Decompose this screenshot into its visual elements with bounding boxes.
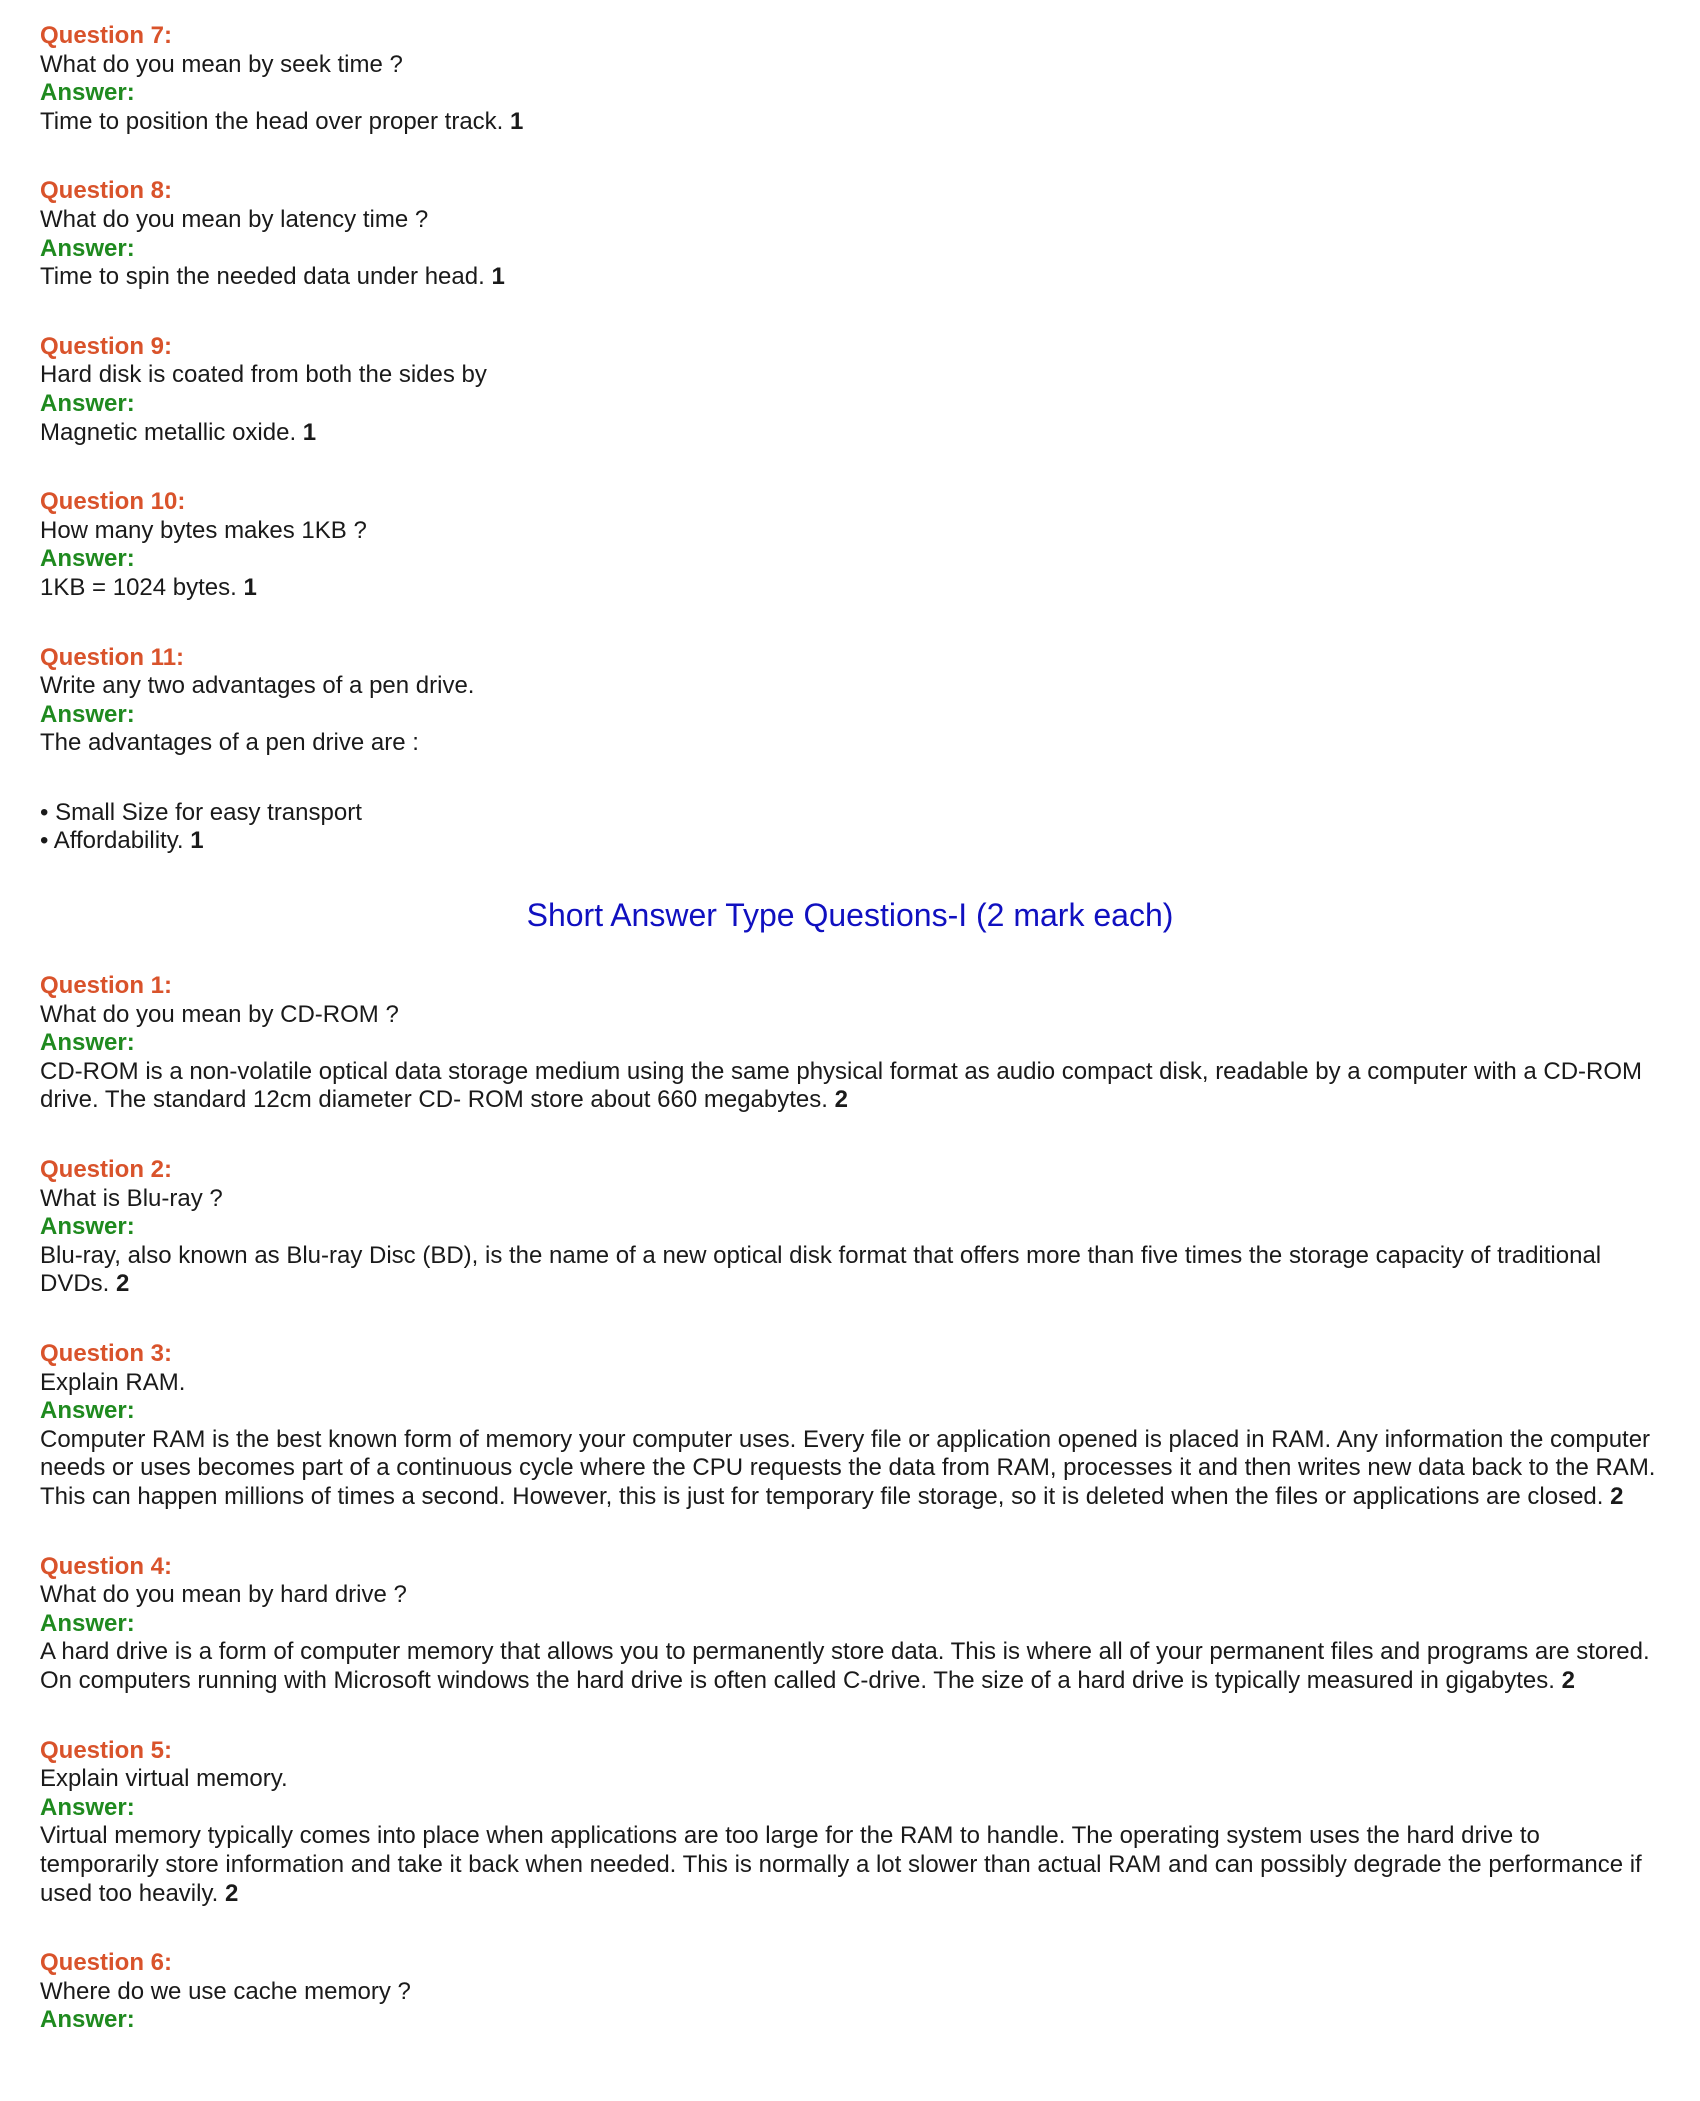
answer-text <box>40 574 1660 603</box>
question-label: Question 5: <box>40 1736 173 1764</box>
question-label: Question 7: <box>40 22 173 49</box>
answer-body: CD-ROM is a non-volatile optical data storage medium using the same physical format as audio compact disk, readable by a computer with a CD-ROM drive. The standard 12cm diameter CD- ROM store about 660 megabytes. <box>40 1057 1643 1114</box>
marks: 1 <box>190 827 204 855</box>
answer-body: 1KB = 1024 bytes. <box>40 573 237 601</box>
list-item-text: • Small Size for easy transport <box>40 798 362 826</box>
answer-label: Answer: <box>40 234 135 262</box>
question-text: Hard disk is coated from both the sides by <box>40 361 487 389</box>
question-label: Question 3: <box>40 1340 173 1367</box>
question-label: Question 4: <box>40 1552 173 1580</box>
list-item-text: • Affordability. <box>40 827 184 855</box>
qa-item-q10 <box>40 488 1660 602</box>
answer-label: Answer: <box>40 545 135 573</box>
marks: 2 <box>834 1086 848 1114</box>
qa-item-short-q1 <box>40 972 1660 1115</box>
answer-text <box>40 263 1660 292</box>
qa-item-q8 <box>40 177 1660 291</box>
marks: 1 <box>510 107 524 135</box>
question-label: Question 6: <box>40 1949 173 1977</box>
answer-text <box>40 1058 1660 1115</box>
answer-label: Answer: <box>40 1029 135 1057</box>
answer-label: Answer: <box>40 1793 135 1821</box>
qa-item-short-q5 <box>40 1737 1660 1909</box>
question-text: What do you mean by hard drive ? <box>40 1581 407 1609</box>
marks: 1 <box>243 573 257 601</box>
question-label: Question 9: <box>40 332 173 360</box>
list-item <box>40 827 1660 856</box>
answer-text <box>40 1426 1660 1512</box>
answer-body: A hard drive is a form of computer memory that allows you to permanently store data. This is where all of your permanent files and programs are stored. On computers running with Microsoft windows the hard drive is often called C-drive. The size of a hard drive is typically measured in gigabytes. <box>40 1638 1650 1694</box>
question-text: Write any two advantages of a pen drive. <box>40 672 475 700</box>
question-text: What do you mean by CD-ROM ? <box>40 1000 399 1028</box>
question-label: Question 1: <box>40 972 173 1000</box>
answer-text <box>40 419 1660 448</box>
answer-text: The advantages of a pen drive are : <box>40 729 419 757</box>
answer-text <box>40 1822 1660 1908</box>
question-text: Explain virtual memory. <box>40 1765 288 1793</box>
answer-body: Blu-ray, also known as Blu-ray Disc (BD), is the name of a new optical disk format that offers more than five times the storage capacity of traditional DVDs. <box>40 1241 1602 1298</box>
answer-label: Answer: <box>40 700 135 728</box>
question-text: What do you mean by latency time ? <box>40 205 429 233</box>
marks: 2 <box>1561 1666 1575 1694</box>
answer-body: Time to position the head over proper track. <box>40 107 504 135</box>
document-page <box>40 22 1660 2035</box>
marks: 1 <box>302 418 317 446</box>
marks: 2 <box>225 1879 239 1907</box>
marks: 1 <box>491 263 505 291</box>
qa-item-short-q6 <box>40 1949 1660 2035</box>
question-label: Question 8: <box>40 177 173 205</box>
question-text: How many bytes makes 1KB ? <box>40 516 367 544</box>
advantages-list <box>40 799 1660 856</box>
qa-item-short-q4 <box>40 1553 1660 1696</box>
answer-label: Answer: <box>40 389 135 417</box>
question-label: Question 10: <box>40 488 186 516</box>
answer-label: Answer: <box>40 1213 135 1241</box>
marks: 2 <box>1610 1482 1624 1510</box>
question-text: What do you mean by seek time ? <box>40 50 403 78</box>
section-heading: Short Answer Type Questions-I (2 mark each) <box>526 897 1174 934</box>
answer-text <box>40 108 1660 137</box>
answer-body: Time to spin the needed data under head. <box>40 263 485 291</box>
marks: 2 <box>116 1270 130 1298</box>
question-text: What is Blu-ray ? <box>40 1184 223 1212</box>
question-label: Question 11: <box>40 643 185 671</box>
answer-label: Answer: <box>40 2006 135 2034</box>
qa-item-short-q2 <box>40 1156 1660 1299</box>
qa-item-q7 <box>40 22 1660 136</box>
list-item <box>40 799 1660 828</box>
qa-item-short-q3 <box>40 1340 1660 1512</box>
qa-item-q9 <box>40 333 1660 447</box>
answer-text <box>40 1638 1660 1695</box>
answer-label: Answer: <box>40 1397 135 1425</box>
question-text: Explain RAM. <box>40 1368 186 1396</box>
answer-label: Answer: <box>40 1609 135 1637</box>
answer-body: Computer RAM is the best known form of memory your computer uses. Every file or application opened is placed in RAM. Any information the computer needs or uses becomes part of a continuous cycle where the CPU requests the data from RAM, processes it and then writes new data back to the RAM. This can happen millions of times a second. However, this is just for temporary file storage, so it is deleted when the files or applications are closed. <box>40 1425 1656 1510</box>
answer-label: Answer: <box>40 79 135 107</box>
answer-text <box>40 1242 1660 1299</box>
question-text: Where do we use cache memory ? <box>40 1977 411 2005</box>
answer-body: Magnetic metallic oxide. <box>40 418 297 446</box>
answer-body: Virtual memory typically comes into place when applications are too large for the RAM to handle. The operating system uses the hard drive to temporarily store information and take it back when needed. This is normally a lot slower than actual RAM and can possibly degrade the performance if used too heavily. <box>40 1822 1642 1907</box>
qa-item-q11 <box>40 644 1660 857</box>
question-label: Question 2: <box>40 1156 173 1184</box>
